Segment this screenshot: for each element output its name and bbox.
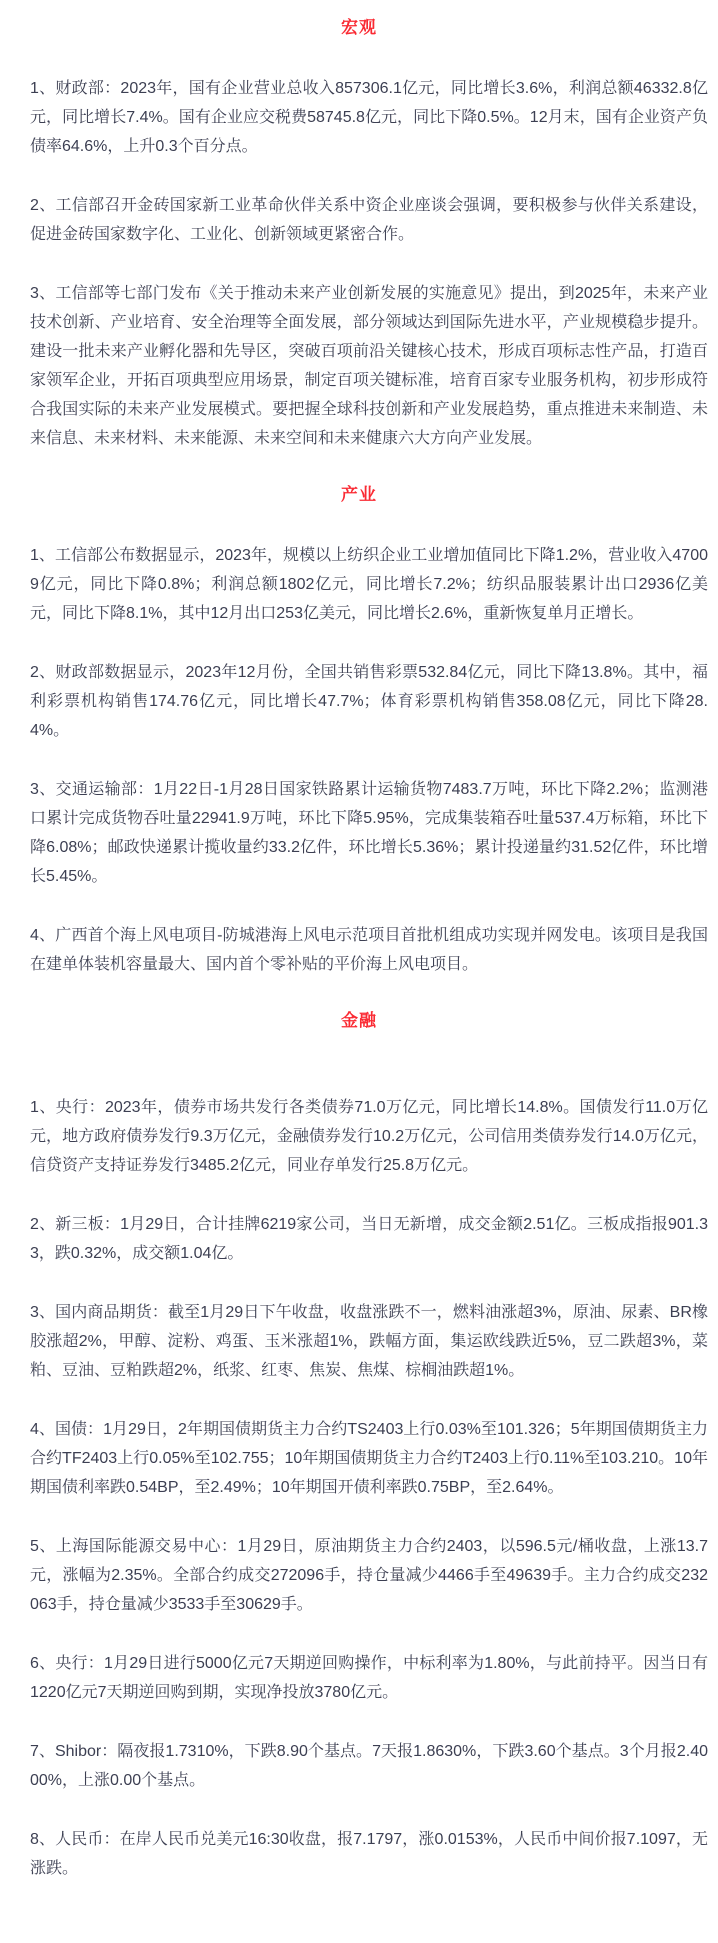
section-finance	[30, 1009, 708, 1883]
finance-paragraph-5: 5、上海国际能源交易中心：1月29日，原油期货主力合约2403，以596.5元/桶收盘，上涨13.7元，涨幅为2.35%。全部合约成交272096手，持仓量减少4466手至49639手。主力合约成交232063手，持仓量减少3533手至30629手。	[30, 1538, 708, 1613]
finance-paragraph-8: 8、人民币：在岸人民币兑美元16:30收盘，报7.1797，涨0.0153%，人民币中间价报7.1097，无涨跌。	[30, 1831, 708, 1877]
section-heading-industry: 产业	[341, 485, 377, 504]
section-macro	[30, 16, 708, 453]
section-heading-finance: 金融	[341, 1011, 377, 1030]
industry-paragraph-1: 1、工信部公布数据显示，2023年，规模以上纺织企业工业增加值同比下降1.2%，营业收入47009亿元，同比下降0.8%；利润总额1802亿元，同比增长7.2%；纺织品服装累计出口2936亿美元，同比下降8.1%，其中12月出口253亿美元，同比增长2.6%，重新恢复单月正增长。	[30, 547, 708, 622]
finance-paragraph-7: 7、Shibor：隔夜报1.7310%，下跌8.90个基点。7天报1.8630%，下跌3.60个基点。3个月报2.4000%，上涨0.00个基点。	[30, 1743, 708, 1789]
section-heading-macro: 宏观	[341, 18, 377, 37]
finance-paragraph-2: 2、新三板：1月29日，合计挂牌6219家公司，当日无新增，成交金额2.51亿。三板成指报901.33，跌0.32%，成交额1.04亿。	[30, 1216, 708, 1262]
section-industry	[30, 483, 708, 979]
finance-paragraph-1: 1、央行：2023年，债券市场共发行各类债券71.0万亿元，同比增长14.8%。国债发行11.0万亿元，地方政府债券发行9.3万亿元，金融债券发行10.2万亿元，公司信用类债券发行14.0万亿元，信贷资产支持证券发行3485.2亿元，同业存单发行25.8万亿元。	[30, 1099, 708, 1174]
finance-paragraph-3: 3、国内商品期货：截至1月29日下午收盘，收盘涨跌不一，燃料油涨超3%，原油、尿素、BR橡胶涨超2%，甲醇、淀粉、鸡蛋、玉米涨超1%，跌幅方面，集运欧线跌近5%，豆二跌超3%，菜粕、豆油、豆粕跌超2%，纸浆、红枣、焦炭、焦煤、棕榈油跌超1%。	[30, 1304, 708, 1379]
finance-paragraph-4: 4、国债：1月29日，2年期国债期货主力合约TS2403上行0.03%至101.326；5年期国债期货主力合约TF2403上行0.05%至102.755；10年期国债期货主力合约T2403上行0.11%至103.210。10年期国债利率跌0.54BP，至2.49%；10年期国开债利率跌0.75BP，至2.64%。	[30, 1421, 708, 1496]
macro-paragraph-3: 3、工信部等七部门发布《关于推动未来产业创新发展的实施意见》提出，到2025年，未来产业技术创新、产业培育、安全治理等全面发展，部分领域达到国际先进水平，产业规模稳步提升。建设一批未来产业孵化器和先导区，突破百项前沿关键核心技术，形成百项标志性产品，打造百家领军企业，开拓百项典型应用场景，制定百项关键标准，培育百家专业服务机构，初步形成符合我国实际的未来产业发展模式。要把握全球科技创新和产业发展趋势，重点推进未来制造、未来信息、未来材料、未来能源、未来空间和未来健康六大方向产业发展。	[30, 285, 708, 447]
macro-paragraph-2: 2、工信部召开金砖国家新工业革命伙伴关系中资企业座谈会强调，要积极参与伙伴关系建设，促进金砖国家数字化、工业化、创新领域更紧密合作。	[30, 197, 708, 243]
macro-paragraph-1: 1、财政部：2023年，国有企业营业总收入857306.1亿元，同比增长3.6%，利润总额46332.8亿元，同比增长7.4%。国有企业应交税费58745.8亿元，同比下降0.5%。12月末，国有企业资产负债率64.6%，上升0.3个百分点。	[30, 80, 708, 155]
industry-paragraph-2: 2、财政部数据显示，2023年12月份，全国共销售彩票532.84亿元，同比下降13.8%。其中，福利彩票机构销售174.76亿元，同比增长47.7%；体育彩票机构销售358.08亿元，同比下降28.4%。	[30, 664, 708, 739]
industry-paragraph-4: 4、广西首个海上风电项目-防城港海上风电示范项目首批机组成功实现并网发电。该项目是我国在建单体装机容量最大、国内首个零补贴的平价海上风电项目。	[30, 927, 708, 973]
finance-paragraph-6: 6、央行：1月29日进行5000亿元7天期逆回购操作，中标利率为1.80%，与此前持平。因当日有1220亿元7天期逆回购到期，实现净投放3780亿元。	[30, 1655, 708, 1701]
industry-paragraph-3: 3、交通运输部：1月22日-1月28日国家铁路累计运输货物7483.7万吨，环比下降2.2%；监测港口累计完成货物吞吐量22941.9万吨，环比下降5.95%，完成集装箱吞吐量537.4万标箱，环比下降6.08%；邮政快递累计揽收量约33.2亿件，环比增长5.36%；累计投递量约31.52亿件，环比增长5.45%。	[30, 781, 708, 885]
